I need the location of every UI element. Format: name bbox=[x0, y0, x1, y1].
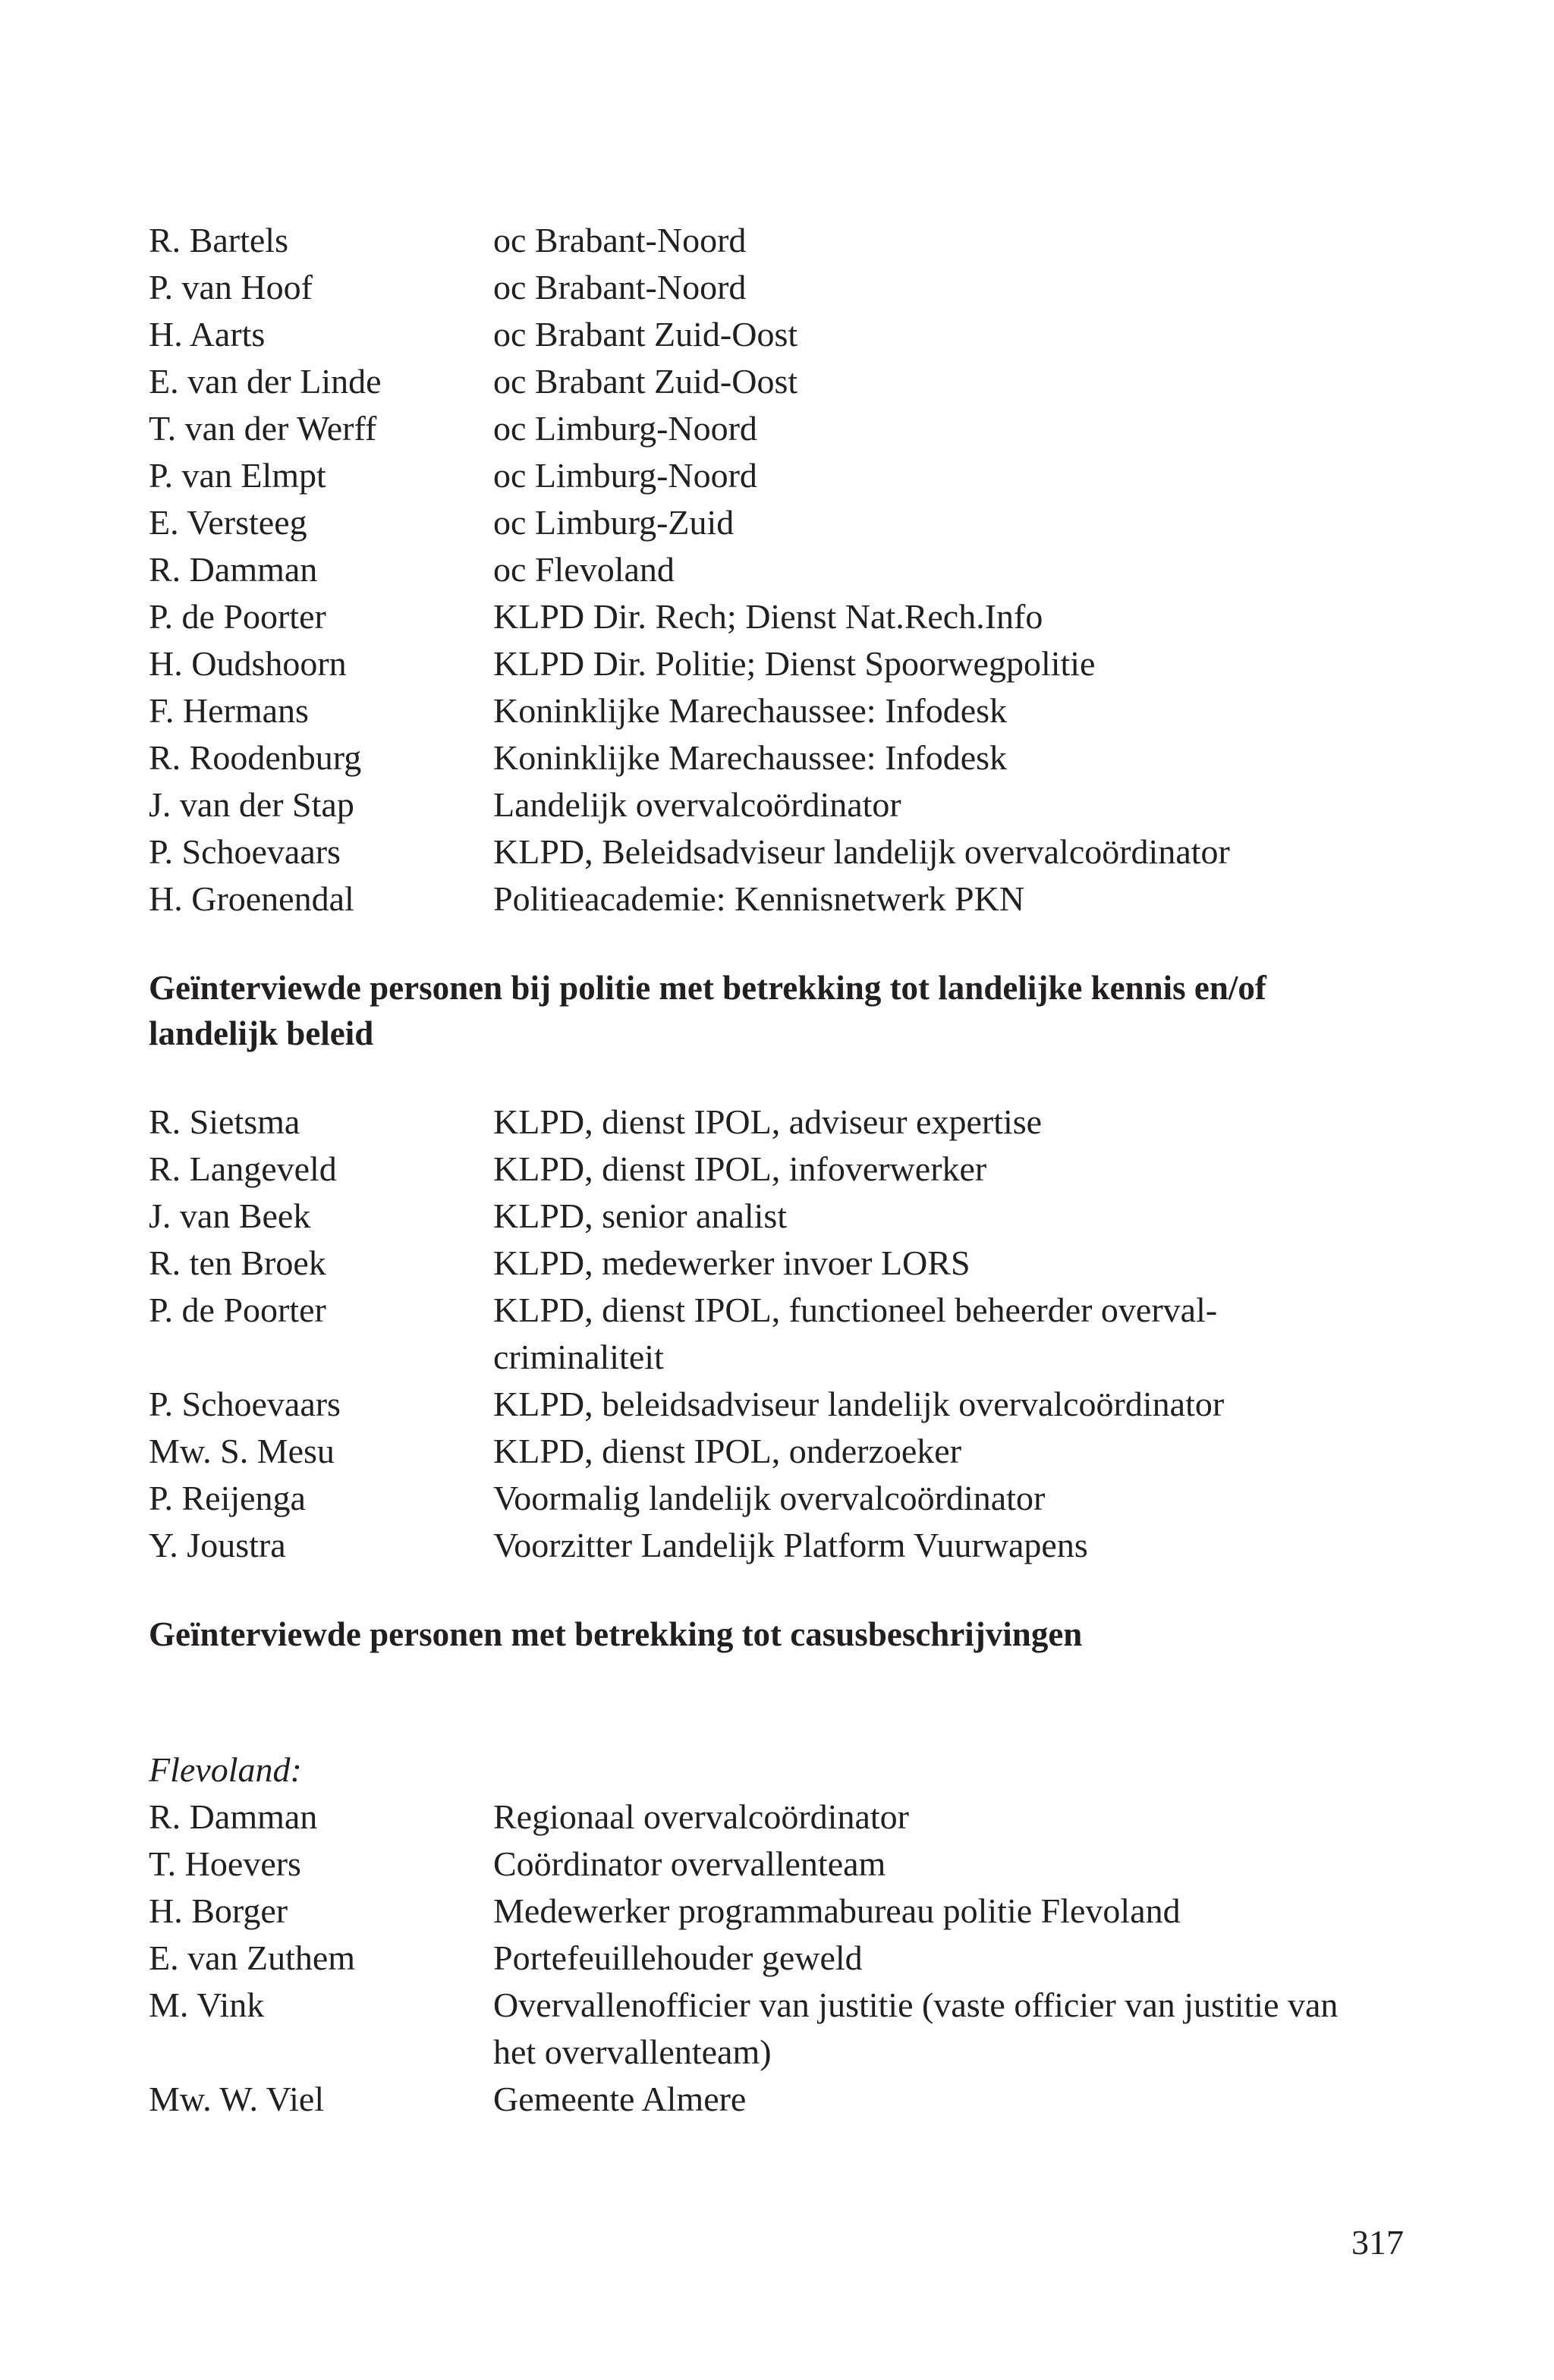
page-number: 317 bbox=[1351, 2223, 1404, 2262]
list-row bbox=[149, 1982, 1408, 2029]
person-name: Y. Joustra bbox=[149, 1526, 286, 1564]
list-row bbox=[149, 1146, 1408, 1193]
list-row bbox=[149, 1099, 1408, 1146]
list-row bbox=[149, 876, 1408, 923]
person-role: KLPD Dir. Politie; Dienst Spoorwegpolitie bbox=[493, 644, 1096, 683]
person-role: Portefeuillehouder geweld bbox=[493, 1938, 863, 1977]
person-role: Regionaal overvalcoördinator bbox=[493, 1797, 909, 1836]
person-role: Koninklijke Marechaussee: Infodesk bbox=[493, 691, 1008, 730]
person-role: Koninklijke Marechaussee: Infodesk bbox=[493, 738, 1008, 777]
person-name: T. van der Werff bbox=[149, 409, 377, 448]
list-row bbox=[149, 640, 1408, 687]
person-name bbox=[149, 1334, 493, 1381]
list-row bbox=[149, 1794, 1408, 1841]
person-name: P. Schoevaars bbox=[149, 832, 341, 871]
list-row bbox=[149, 1475, 1408, 1522]
person-name: P. Reijenga bbox=[149, 1479, 306, 1517]
person-name: T. Hoevers bbox=[149, 1844, 301, 1883]
list-row bbox=[149, 452, 1408, 499]
person-role: KLPD, beleidsadviseur landelijk overvalcoördinator bbox=[493, 1385, 1225, 1423]
list-row bbox=[149, 217, 1408, 264]
section-heading-national bbox=[149, 965, 1408, 1056]
list-row bbox=[149, 593, 1408, 640]
person-name: P. Schoevaars bbox=[149, 1385, 341, 1423]
contact-list-flevoland bbox=[149, 1794, 1408, 2123]
list-row bbox=[149, 1935, 1408, 1982]
person-role: KLPD, dienst IPOL, onderzoeker bbox=[493, 1432, 962, 1470]
page-content bbox=[149, 217, 1408, 2123]
list-row bbox=[149, 546, 1408, 593]
person-name: M. Vink bbox=[149, 1985, 265, 2024]
list-row bbox=[149, 734, 1408, 781]
list-row bbox=[149, 405, 1408, 452]
person-name: E. Versteeg bbox=[149, 503, 307, 542]
person-role: KLPD, dienst IPOL, functioneel beheerder overval- bbox=[493, 1291, 1218, 1329]
person-name: R. Sietsma bbox=[149, 1102, 300, 1141]
person-name: Mw. W. Viel bbox=[149, 2080, 325, 2118]
person-name bbox=[149, 2029, 493, 2076]
person-name: H. Borger bbox=[149, 1891, 288, 1930]
section-heading-cases: Geïnterviewde personen met betrekking tot casusbeschrijvingen bbox=[149, 1615, 1083, 1653]
person-role: Coördinator overvallenteam bbox=[493, 1844, 886, 1883]
person-role: Landelijk overvalcoördinator bbox=[493, 785, 901, 824]
contact-list-regional bbox=[149, 217, 1408, 923]
person-role: Voorzitter Landelijk Platform Vuurwapens bbox=[493, 1526, 1088, 1564]
person-role: criminaliteit bbox=[493, 1338, 664, 1376]
person-role: oc Brabant-Noord bbox=[493, 268, 747, 307]
list-row bbox=[149, 1287, 1408, 1334]
list-row bbox=[149, 311, 1408, 358]
person-name: F. Hermans bbox=[149, 691, 309, 730]
region-label: Flevoland: bbox=[149, 1750, 302, 1789]
person-name: R. Damman bbox=[149, 1797, 318, 1836]
list-row bbox=[149, 2029, 1408, 2076]
person-role: oc Brabant-Noord bbox=[493, 221, 747, 259]
person-name: R. Roodenburg bbox=[149, 738, 362, 777]
list-row bbox=[149, 2076, 1408, 2123]
list-row bbox=[149, 828, 1408, 876]
person-name: H. Groenendal bbox=[149, 879, 354, 918]
person-role: Voormalig landelijk overvalcoördinator bbox=[493, 1479, 1046, 1517]
person-role: oc Limburg-Noord bbox=[493, 409, 757, 448]
person-role: Gemeente Almere bbox=[493, 2080, 747, 2118]
person-role: KLPD, dienst IPOL, adviseur expertise bbox=[493, 1102, 1043, 1141]
section-heading-line: landelijk beleid bbox=[149, 1014, 374, 1052]
person-role: Politieacademie: Kennisnetwerk PKN bbox=[493, 879, 1025, 918]
person-name: P. de Poorter bbox=[149, 597, 326, 636]
list-row bbox=[149, 358, 1408, 405]
list-row bbox=[149, 687, 1408, 734]
list-row bbox=[149, 1381, 1408, 1428]
person-role: KLPD, Beleidsadviseur landelijk overvalcoördinator bbox=[493, 832, 1230, 871]
person-role: Medewerker programmabureau politie Flevoland bbox=[493, 1891, 1181, 1930]
list-row bbox=[149, 1428, 1408, 1475]
person-name: R. Damman bbox=[149, 550, 318, 589]
person-name: P. van Elmpt bbox=[149, 456, 326, 495]
list-row bbox=[149, 1193, 1408, 1240]
person-name: Mw. S. Mesu bbox=[149, 1432, 335, 1470]
list-row bbox=[149, 1240, 1408, 1287]
person-role: oc Brabant Zuid-Oost bbox=[493, 315, 798, 354]
person-role: KLPD, medewerker invoer LORS bbox=[493, 1243, 970, 1282]
contact-list-national bbox=[149, 1099, 1408, 1569]
person-name: H. Aarts bbox=[149, 315, 266, 354]
list-row bbox=[149, 1522, 1408, 1569]
person-name: H. Oudshoorn bbox=[149, 644, 347, 683]
person-name: E. van Zuthem bbox=[149, 1938, 356, 1977]
person-name: J. van Beek bbox=[149, 1196, 311, 1235]
list-row bbox=[149, 264, 1408, 311]
person-name: P. de Poorter bbox=[149, 1291, 326, 1329]
section-heading-line: Geïnterviewde personen bij politie met betrekking tot landelijke kennis en/of bbox=[149, 969, 1266, 1007]
person-role: oc Limburg-Noord bbox=[493, 456, 757, 495]
list-row bbox=[149, 1841, 1408, 1888]
person-name: R. Langeveld bbox=[149, 1149, 337, 1188]
person-role: het overvallenteam) bbox=[493, 2033, 772, 2071]
list-row bbox=[149, 1888, 1408, 1935]
person-role: oc Brabant Zuid-Oost bbox=[493, 362, 798, 401]
person-role: KLPD, senior analist bbox=[493, 1196, 788, 1235]
person-name: R. Bartels bbox=[149, 221, 288, 259]
list-row bbox=[149, 1334, 1408, 1381]
person-role: KLPD, dienst IPOL, infoverwerker bbox=[493, 1149, 987, 1188]
list-row bbox=[149, 499, 1408, 546]
person-role: Overvallenofficier van justitie (vaste officier van justitie van bbox=[493, 1985, 1339, 2024]
list-row bbox=[149, 781, 1408, 828]
person-role: KLPD Dir. Rech; Dienst Nat.Rech.Info bbox=[493, 597, 1043, 636]
person-name: E. van der Linde bbox=[149, 362, 382, 401]
person-role: oc Limburg-Zuid bbox=[493, 503, 735, 542]
person-name: P. van Hoof bbox=[149, 268, 313, 307]
person-name: R. ten Broek bbox=[149, 1243, 326, 1282]
person-role: oc Flevoland bbox=[493, 550, 675, 589]
person-name: J. van der Stap bbox=[149, 785, 354, 824]
